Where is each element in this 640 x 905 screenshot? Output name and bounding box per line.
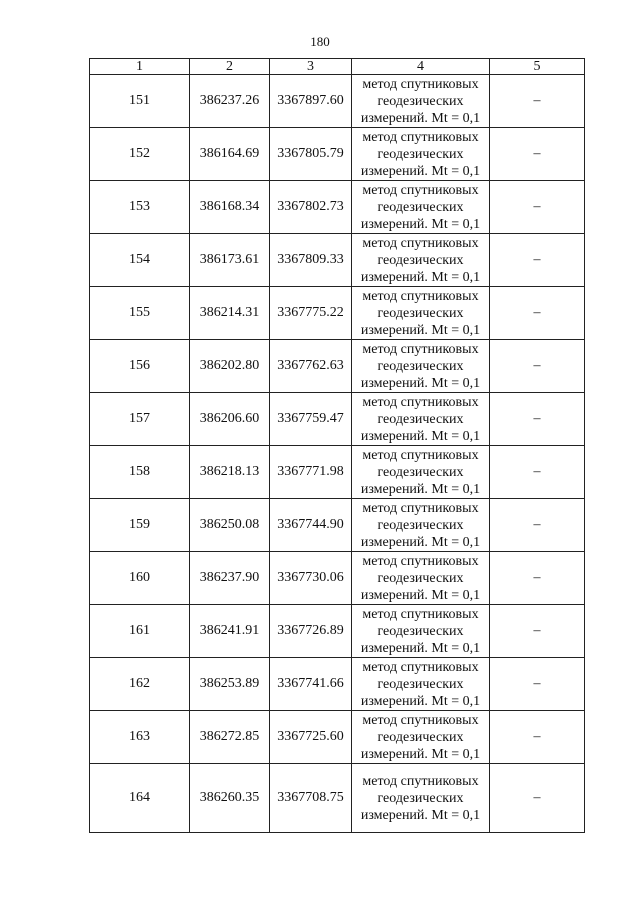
accuracy-cell: – bbox=[490, 605, 585, 658]
accuracy-cell: – bbox=[490, 234, 585, 287]
y-coordinate-cell: 3367802.73 bbox=[270, 181, 352, 234]
method-cell: метод спутниковых геодезических измерений. Mt = 0,1 bbox=[352, 128, 490, 181]
y-coordinate-cell: 3367741.66 bbox=[270, 658, 352, 711]
point-number-cell: 158 bbox=[90, 446, 190, 499]
method-cell: метод спутниковых геодезических измерений. Mt = 0,1 bbox=[352, 393, 490, 446]
y-coordinate-cell: 3367762.63 bbox=[270, 340, 352, 393]
point-number-cell: 162 bbox=[90, 658, 190, 711]
x-coordinate-cell: 386168.34 bbox=[190, 181, 270, 234]
point-number-cell: 161 bbox=[90, 605, 190, 658]
method-cell: метод спутниковых геодезических измерений. Mt = 0,1 bbox=[352, 658, 490, 711]
method-cell: метод спутниковых геодезических измерений. Mt = 0,1 bbox=[352, 446, 490, 499]
table-row bbox=[90, 711, 585, 764]
x-coordinate-cell: 386214.31 bbox=[190, 287, 270, 340]
x-coordinate-cell: 386206.60 bbox=[190, 393, 270, 446]
x-coordinate-cell: 386260.35 bbox=[190, 764, 270, 833]
x-coordinate-cell: 386253.89 bbox=[190, 658, 270, 711]
accuracy-cell: – bbox=[490, 499, 585, 552]
method-cell: метод спутниковых геодезических измерений. Mt = 0,1 bbox=[352, 764, 490, 833]
table-row bbox=[90, 75, 585, 128]
point-number-cell: 151 bbox=[90, 75, 190, 128]
table-row bbox=[90, 499, 585, 552]
method-cell: метод спутниковых геодезических измерений. Mt = 0,1 bbox=[352, 340, 490, 393]
table-row bbox=[90, 658, 585, 711]
point-number-cell: 152 bbox=[90, 128, 190, 181]
table-row bbox=[90, 764, 585, 833]
accuracy-cell: – bbox=[490, 340, 585, 393]
y-coordinate-cell: 3367759.47 bbox=[270, 393, 352, 446]
x-coordinate-cell: 386173.61 bbox=[190, 234, 270, 287]
table-row bbox=[90, 234, 585, 287]
x-coordinate-cell: 386164.69 bbox=[190, 128, 270, 181]
accuracy-cell: – bbox=[490, 764, 585, 833]
x-coordinate-cell: 386241.91 bbox=[190, 605, 270, 658]
y-coordinate-cell: 3367809.33 bbox=[270, 234, 352, 287]
accuracy-cell: – bbox=[490, 552, 585, 605]
column-header: 1 bbox=[90, 59, 190, 75]
method-cell: метод спутниковых геодезических измерений. Mt = 0,1 bbox=[352, 711, 490, 764]
y-coordinate-cell: 3367708.75 bbox=[270, 764, 352, 833]
method-cell: метод спутниковых геодезических измерений. Mt = 0,1 bbox=[352, 181, 490, 234]
y-coordinate-cell: 3367775.22 bbox=[270, 287, 352, 340]
accuracy-cell: – bbox=[490, 287, 585, 340]
point-number-cell: 164 bbox=[90, 764, 190, 833]
table-row bbox=[90, 552, 585, 605]
y-coordinate-cell: 3367744.90 bbox=[270, 499, 352, 552]
table-row bbox=[90, 446, 585, 499]
table-row bbox=[90, 340, 585, 393]
column-header: 3 bbox=[270, 59, 352, 75]
method-cell: метод спутниковых геодезических измерений. Mt = 0,1 bbox=[352, 234, 490, 287]
table-row bbox=[90, 605, 585, 658]
method-cell: метод спутниковых геодезических измерений. Mt = 0,1 bbox=[352, 75, 490, 128]
table-row bbox=[90, 393, 585, 446]
point-number-cell: 153 bbox=[90, 181, 190, 234]
table-row bbox=[90, 287, 585, 340]
table-header-row bbox=[90, 59, 585, 75]
accuracy-cell: – bbox=[490, 181, 585, 234]
point-number-cell: 163 bbox=[90, 711, 190, 764]
y-coordinate-cell: 3367771.98 bbox=[270, 446, 352, 499]
accuracy-cell: – bbox=[490, 128, 585, 181]
column-header: 2 bbox=[190, 59, 270, 75]
y-coordinate-cell: 3367725.60 bbox=[270, 711, 352, 764]
table-row bbox=[90, 128, 585, 181]
accuracy-cell: – bbox=[490, 446, 585, 499]
y-coordinate-cell: 3367726.89 bbox=[270, 605, 352, 658]
point-number-cell: 155 bbox=[90, 287, 190, 340]
accuracy-cell: – bbox=[490, 711, 585, 764]
point-number-cell: 157 bbox=[90, 393, 190, 446]
x-coordinate-cell: 386202.80 bbox=[190, 340, 270, 393]
column-header: 5 bbox=[490, 59, 585, 75]
accuracy-cell: – bbox=[490, 75, 585, 128]
page-number: 180 bbox=[310, 34, 330, 49]
point-number-cell: 156 bbox=[90, 340, 190, 393]
point-number-cell: 160 bbox=[90, 552, 190, 605]
x-coordinate-cell: 386237.26 bbox=[190, 75, 270, 128]
x-coordinate-cell: 386250.08 bbox=[190, 499, 270, 552]
accuracy-cell: – bbox=[490, 658, 585, 711]
y-coordinate-cell: 3367805.79 bbox=[270, 128, 352, 181]
point-number-cell: 154 bbox=[90, 234, 190, 287]
x-coordinate-cell: 386272.85 bbox=[190, 711, 270, 764]
method-cell: метод спутниковых геодезических измерений. Mt = 0,1 bbox=[352, 287, 490, 340]
column-header: 4 bbox=[352, 59, 490, 75]
method-cell: метод спутниковых геодезических измерений. Mt = 0,1 bbox=[352, 499, 490, 552]
table-row bbox=[90, 181, 585, 234]
point-number-cell: 159 bbox=[90, 499, 190, 552]
x-coordinate-cell: 386218.13 bbox=[190, 446, 270, 499]
method-cell: метод спутниковых геодезических измерений. Mt = 0,1 bbox=[352, 552, 490, 605]
method-cell: метод спутниковых геодезических измерений. Mt = 0,1 bbox=[352, 605, 490, 658]
accuracy-cell: – bbox=[490, 393, 585, 446]
y-coordinate-cell: 3367897.60 bbox=[270, 75, 352, 128]
coordinates-table bbox=[89, 58, 585, 833]
y-coordinate-cell: 3367730.06 bbox=[270, 552, 352, 605]
x-coordinate-cell: 386237.90 bbox=[190, 552, 270, 605]
